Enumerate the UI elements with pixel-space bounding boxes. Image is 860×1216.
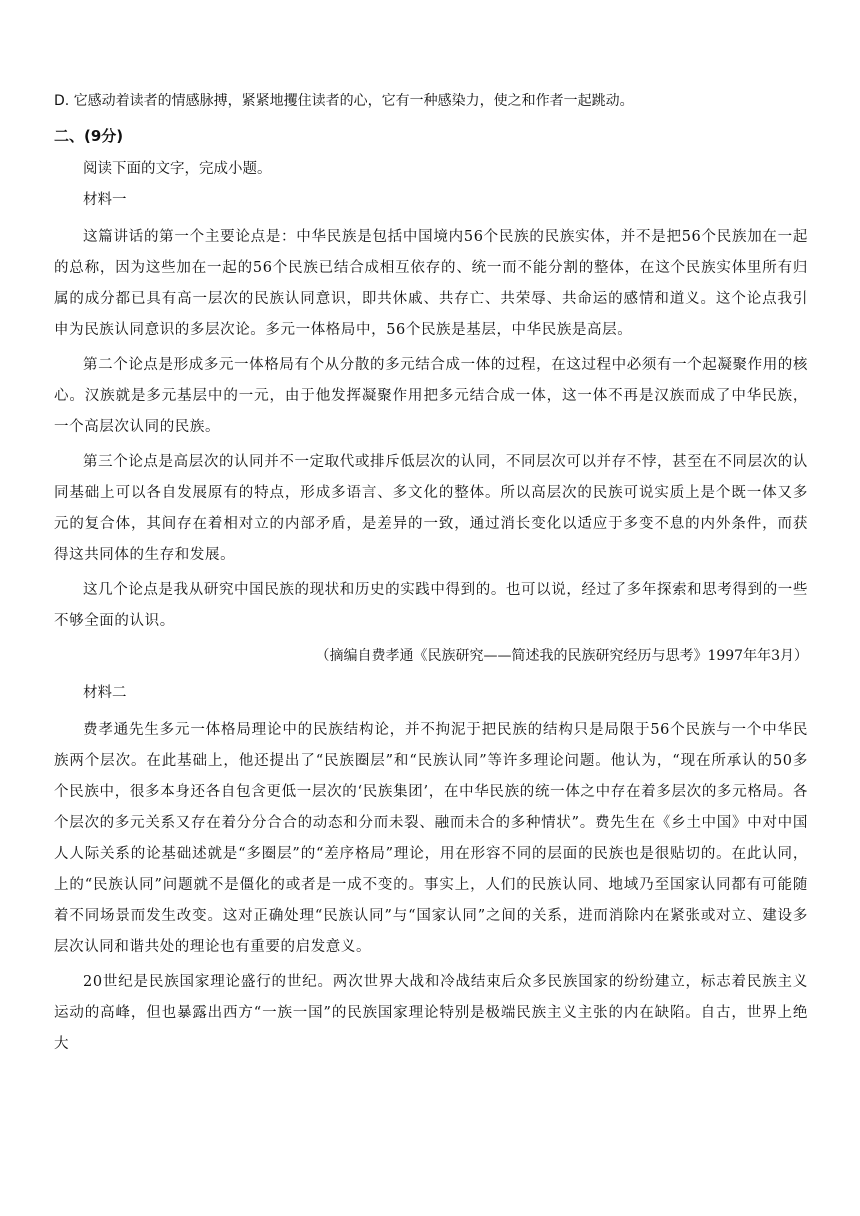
section-heading: 二、(9分): [54, 127, 124, 145]
option-d: D. 它感动着读者的情感脉搏，紧紧地攫住读者的心，它有一种感染力，使之和作者一起跳动。: [54, 93, 634, 109]
material-2-paragraph: 费孝通先生多元一体格局理论中的民族结构论，并不拘泥于把民族的结构只是局限于56个民族与一个中华民族两个层次。在此基础上，他还提出了“民族圈层”和“民族认同”等许多理论问题。他认为，“现在所承认的50多个民族中，很多本身还各自包含更低一层次的‘民族集团’，在中华民族的统一体之中存在着多层次的多元格局。各个层次的多元关系又存在着分分合合的动态和分而未裂、融而未合的多种情状”。费先生在《乡土中国》中对中国人人际关系的论基础述就是“多圈层”的“差序格局”理论，用在形容不同的层面的民族也是很贴切的。在此认同，上的“民族认同”问题就不是僵化的或者是一成不变的。事实上，人们的民族认同、地域乃至国家认同都有可能随着不同场景而发生改变。这对正确处理“民族认同”与“国家认同”之间的关系，进而消除内在紧张或对立、建设多层次认同和谐共处的理论也有重要的启发意义。: [54, 722, 808, 955]
material-1-paragraph: 这篇讲话的第一个主要论点是：中华民族是包括中国境内56个民族的民族实体，并不是把56个民族加在一起的总称，因为这些加在一起的56个民族已结合成相互依存的、统一而不能分割的整体，在这个民族实体里所有归属的成分都已具有高一层次的民族认同意识，即共休戚、共存亡、共荣辱、共命运的感情和道义。这个论点我引申为民族认同意识的多层次论。多元一体格局中，56个民族是基层，中华民族是高层。: [54, 229, 808, 338]
document-page: [54, 86, 808, 1064]
material-1-paragraph: 这几个论点是我从研究中国民族的现状和历史的实践中得到的。也可以说，经过了多年探索和思考得到的一些不够全面的认识。: [54, 582, 808, 629]
material-1-label: 材料一: [83, 192, 127, 208]
material-1-source: （摘编自费孝通《民族研究——简述我的民族研究经历与思考》1997年年3月）: [315, 648, 808, 664]
instruction: 阅读下面的文字，完成小题。: [83, 161, 272, 177]
material-2-paragraph: 20世纪是民族国家理论盛行的世纪。两次世界大战和冷战结束后众多民族国家的纷纷建立，标志着民族主义运动的高峰，但也暴露出西方“一族一国”的民族国家理论特别是极端民族主义主张的内在缺陷。自古，世界上绝大: [54, 974, 808, 1052]
material-1-paragraph: 第二个论点是形成多元一体格局有个从分散的多元结合成一体的过程，在这过程中必须有一个起凝聚作用的核心。汉族就是多元基层中的一元，由于他发挥凝聚作用把多元结合成一体，这一体不再是汉族而成了中华民族，一个高层次认同的民族。: [54, 357, 808, 435]
material-1-paragraph: 第三个论点是高层次的认同并不一定取代或排斥低层次的认同，不同层次可以并存不悖，甚至在不同层次的认同基础上可以各自发展原有的特点，形成多语言、多文化的整体。所以高层次的民族可说实质上是个既一体又多元的复合体，其间存在着相对立的内部矛盾，是差异的一致，通过消长变化以适应于多变不息的内外条件，而获得这共同体的生存和发展。: [54, 454, 808, 563]
material-2-label: 材料二: [83, 685, 127, 701]
